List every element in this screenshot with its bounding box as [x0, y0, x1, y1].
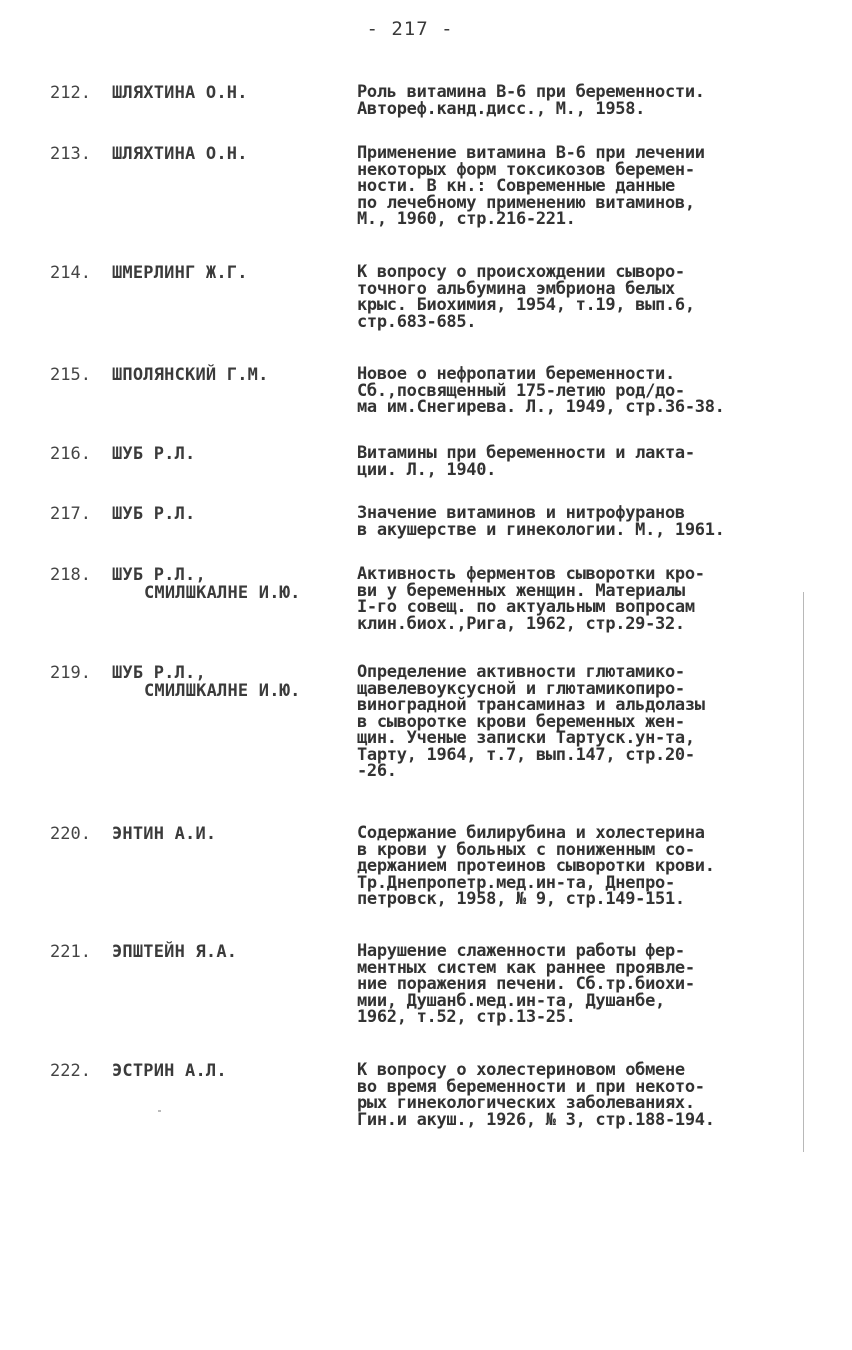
entry-author: [112, 264, 248, 282]
entry-citation: Нарушение слаженности работы фер- ментных систем как раннее проявле- ние поражения печени. Сб.тр.биохи- мии, Душанб.мед.ин-та, Душанбе, 1962, т.52, стр.13-25.: [357, 941, 695, 1027]
entry-citation: Роль витамина В-6 при беременности. Автореф.канд.дисс., М., 1958.: [357, 82, 705, 119]
entry-number: 222.: [50, 1061, 91, 1081]
author-line: ШПОЛЯНСКИЙ Г.М.: [112, 365, 269, 385]
scan-speck: [158, 1110, 161, 1112]
entry-citation: Новое о нефропатии беременности. Сб.,посвященный 175-летию род/до- ма им.Снегирева. Л., 1949, стр.36-38.: [357, 364, 725, 417]
entry-author: [112, 145, 248, 163]
author-line: ШУБ Р.Л.,: [112, 663, 206, 683]
entry-citation: Активность ферментов сыворотки кро- ви у беременных женщин. Материалы I-го совещ. по актуальным вопросам клин.биох.,Рига, 1962, стр.29-32.: [357, 564, 705, 634]
entry-citation: К вопросу о холестериновом обмене во время беременности и при некото- рых гинекологических заболеваниях. Гин.и акуш., 1926, № 3, стр.188-194.: [357, 1060, 715, 1130]
entry-author: [112, 505, 195, 523]
entry-number: 214.: [50, 263, 91, 283]
entry-citation: Применение витамина В-6 при лечении некоторых форм токсикозов беремен- ности. В кн.: Современные данные по лечебному применению витаминов, М., 1960, стр.216-221.: [357, 143, 705, 229]
entry-author: [112, 84, 248, 102]
author-line: ШУБ Р.Л.: [112, 504, 196, 524]
page-edge-line: [803, 592, 804, 1152]
entry-number: 213.: [50, 144, 91, 164]
entry-number: 217.: [50, 504, 91, 524]
entry-number: 215.: [50, 365, 91, 385]
entry-author: [112, 366, 269, 384]
page-number: - 217 -: [366, 18, 454, 40]
entry-author: [112, 1062, 227, 1080]
entry-author: [112, 664, 301, 700]
entry-citation: Значение витаминов и нитрофуранов в акушерстве и гинекологии. М., 1961.: [357, 503, 725, 540]
entry-author: [112, 943, 237, 961]
entry-number: 216.: [50, 444, 91, 464]
author-line: ЭПШТЕЙН Я.А.: [112, 942, 238, 962]
author-line: ШУБ Р.Л.,: [112, 565, 206, 585]
entry-author: [112, 445, 195, 463]
entry-citation: Витамины при беременности и лакта- ции. Л., 1940.: [357, 443, 695, 480]
entry-author: [112, 566, 301, 602]
author-line: ШЛЯХТИНА О.Н.: [112, 144, 248, 164]
author-line: СМИЛШКАЛНЕ И.Ю.: [144, 583, 301, 603]
entry-author: [112, 825, 216, 843]
entry-number: 218.: [50, 565, 91, 585]
author-line: ШУБ Р.Л.: [112, 444, 196, 464]
author-line: ЭСТРИН А.Л.: [112, 1061, 227, 1081]
entry-number: 220.: [50, 824, 91, 844]
entry-citation: Определение активности глютамико- щавелевоуксусной и глютамикопиро- виноградной трансаминаз и альдолазы в сыворотке крови беременных жен- щин. Ученые записки Тартуск.ун-та, Тарту, 1964, т.7, вып.147, стр.20- -26.: [357, 662, 705, 781]
entry-number: 219.: [50, 663, 91, 683]
author-line: ШМЕРЛИНГ Ж.Г.: [112, 263, 248, 283]
entry-citation: Содержание билирубина и холестерина в крови у больных с пониженным со- держанием протеинов сыворотки крови. Тр.Днепропетр.мед.ин-та, Днепро- петровск, 1958, № 9, стр.149-151.: [357, 823, 715, 909]
entry-number: 221.: [50, 942, 91, 962]
entry-citation: К вопросу о происхождении сыворо- точного альбумина эмбриона белых крыс. Биохимия, 1954, т.19, вып.6, стр.683-685.: [357, 262, 695, 332]
author-line: ЭНТИН А.И.: [112, 824, 217, 844]
author-line: ШЛЯХТИНА О.Н.: [112, 83, 248, 103]
entry-number: 212.: [50, 83, 91, 103]
author-line: СМИЛШКАЛНЕ И.Ю.: [144, 681, 301, 701]
